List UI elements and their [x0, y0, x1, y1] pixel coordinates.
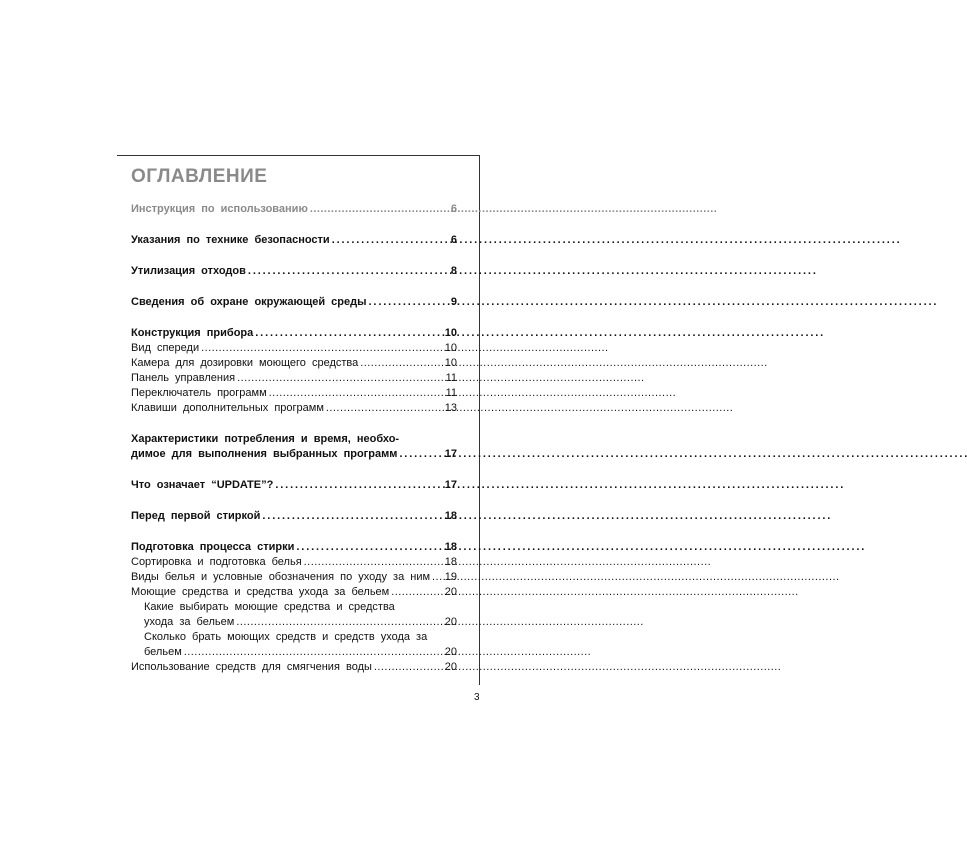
toc-entry-label: Моющие средства и средства ухода за бельем	[131, 586, 390, 598]
toc-entry-page: 20	[444, 586, 457, 598]
table-of-contents	[131, 202, 457, 675]
toc-entry-page: 18	[444, 510, 457, 522]
toc-entry-label: Указания по технике безопасности	[131, 234, 330, 246]
leader-dots	[374, 660, 443, 675]
toc-subentry[interactable]	[131, 645, 457, 660]
toc-entry-label: ухода за бельем	[144, 616, 235, 628]
toc-entry-label: димое для выполнения выбранных программ	[131, 448, 398, 460]
leader-dots	[369, 295, 446, 310]
leader-dots	[255, 326, 442, 341]
toc-entry-label: Сортировка и подготовка белья	[131, 556, 302, 568]
toc-subentry[interactable]	[131, 585, 457, 600]
toc-entry-label: Переключатель программ	[131, 387, 267, 399]
toc-entry[interactable]	[131, 447, 457, 462]
toc-entry-page: 8	[450, 265, 457, 277]
leader-dots	[184, 645, 443, 660]
toc-entry-label: Виды белья и условные обозначения по уходу за ним	[131, 571, 431, 583]
toc-entry-page: 20	[444, 616, 457, 628]
toc-entry-page: 10	[444, 327, 457, 339]
toc-entry-page: 20	[444, 646, 457, 658]
toc-entry-line: Какие выбирать моющие средства и средства	[144, 601, 395, 613]
toc-subentry[interactable]	[131, 341, 457, 356]
toc-entry-label: бельем	[144, 646, 182, 658]
leader-dots	[296, 540, 442, 555]
toc-entry-page: 10	[444, 357, 457, 369]
toc-entry-label: Использование средств для смягчения воды	[131, 661, 372, 673]
toc-entry[interactable]	[131, 233, 457, 248]
toc-entry[interactable]	[131, 295, 457, 310]
toc-subentry[interactable]	[131, 401, 457, 416]
toc-entry-page: 11	[445, 372, 457, 384]
toc-entry-label: Утилизация отходов	[131, 265, 246, 277]
leader-dots	[310, 202, 445, 217]
toc-subentry[interactable]	[131, 386, 457, 401]
toc-entry-page: 10	[444, 342, 457, 354]
toc-entry[interactable]	[131, 326, 457, 341]
leader-dots	[304, 555, 443, 570]
toc-entry-line: Характеристики потребления и время, необхо-	[131, 433, 400, 445]
toc-entry-label: Сведения об охране окружающей среды	[131, 296, 367, 308]
leader-dots	[432, 570, 443, 585]
page-title: ОГЛАВЛЕНИЕ	[131, 166, 268, 187]
leader-dots	[248, 264, 445, 279]
toc-subentry[interactable]	[131, 555, 457, 570]
toc-entry-page: 13	[444, 402, 457, 414]
toc-entry[interactable]	[131, 264, 457, 279]
toc-entry-label: Инструкция по использованию	[131, 203, 308, 215]
toc-entry-page: 18	[444, 556, 457, 568]
toc-entry-line: Сколько брать моющих средств и средств ухода за	[144, 631, 428, 643]
toc-entry-page: 18	[444, 541, 457, 553]
toc-entry-label: Перед первой стиркой	[131, 510, 261, 522]
leader-dots	[275, 478, 442, 493]
toc-subentry[interactable]	[131, 371, 457, 386]
page-number: 3	[474, 692, 480, 703]
leader-dots	[332, 233, 445, 248]
leader-dots	[201, 341, 443, 356]
toc-entry-label: Панель управления	[131, 372, 236, 384]
leader-dots	[262, 509, 442, 524]
toc-entry-label: Конструкция прибора	[131, 327, 254, 339]
toc-entry[interactable]	[131, 478, 457, 493]
toc-subentry[interactable]	[131, 660, 457, 675]
leader-dots	[360, 356, 443, 371]
toc-entry-label: Подготовка процесса стирки	[131, 541, 295, 553]
toc-entry-page: 20	[444, 661, 457, 673]
leader-dots	[236, 615, 442, 630]
toc-entry-page: 9	[450, 296, 457, 308]
leader-dots	[237, 371, 444, 386]
leader-dots	[326, 401, 443, 416]
toc-entry-page: 17	[444, 479, 457, 491]
toc-entry-page: 11	[445, 387, 457, 399]
toc-entry-label: Камера для дозировки моющего средства	[131, 357, 359, 369]
toc-entry-label: Вид спереди	[131, 342, 200, 354]
leader-dots	[391, 585, 443, 600]
toc-entry-page: 17	[444, 448, 457, 460]
toc-entry-label: Что означает “UPDATE”?	[131, 479, 274, 491]
toc-entry[interactable]	[131, 509, 457, 524]
toc-entry-page: 19	[444, 571, 457, 583]
toc-subentry[interactable]	[131, 356, 457, 371]
top-rule	[117, 155, 480, 156]
toc-subentry[interactable]	[131, 615, 457, 630]
toc-entry[interactable]	[131, 540, 457, 555]
toc-entry-page: 6	[450, 203, 457, 215]
toc-subentry[interactable]	[131, 570, 457, 585]
leader-dots	[399, 447, 442, 462]
toc-entry[interactable]	[131, 202, 457, 217]
leader-dots	[269, 386, 444, 401]
toc-entry-label: Клавиши дополнительных программ	[131, 402, 324, 414]
toc-entry-page: 6	[450, 234, 457, 246]
